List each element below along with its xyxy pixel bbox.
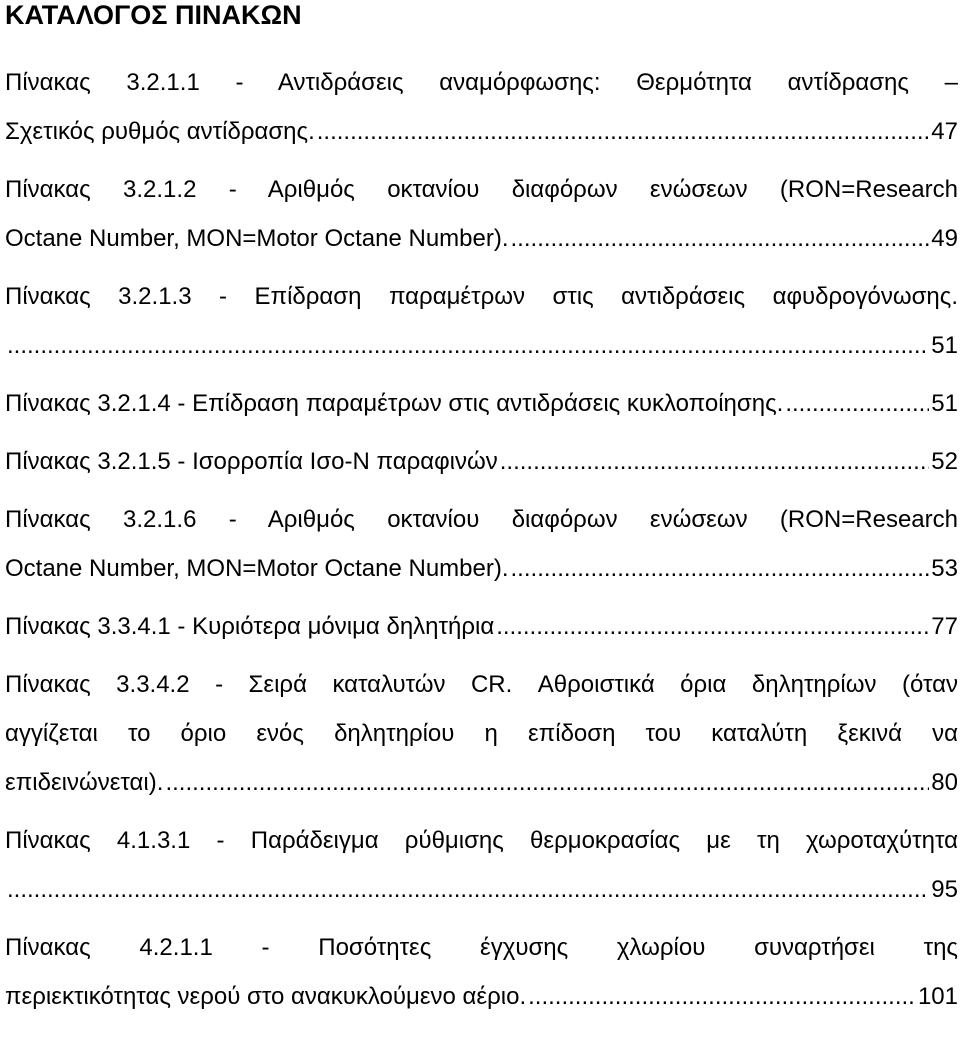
page-number: 51 bbox=[931, 390, 958, 417]
entry-last-line bbox=[5, 544, 958, 593]
entry-title-end: Octane Number, MON=Motor Octane Number). bbox=[5, 225, 509, 252]
page-number: 77 bbox=[931, 613, 958, 640]
page-number: 52 bbox=[931, 448, 958, 475]
dot-leader bbox=[785, 379, 929, 428]
entry-last-line bbox=[5, 107, 958, 156]
list-item[interactable] bbox=[5, 379, 958, 428]
dot-leader bbox=[7, 865, 929, 914]
dot-leader bbox=[511, 214, 930, 263]
dot-leader bbox=[496, 602, 929, 651]
entry-last-line bbox=[5, 972, 958, 1021]
entry-last-line bbox=[5, 321, 958, 370]
entry-title-line: Πίνακας 3.2.1.1 - Αντιδράσεις αναμόρφωσης: Θερμότητα αντίδρασης – bbox=[5, 69, 958, 96]
entry-title-line: Πίνακας 3.2.1.6 - Αριθμός οκτανίου διαφόρων ενώσεων (RON=Research bbox=[5, 506, 958, 533]
table-list bbox=[5, 58, 958, 1030]
entry-title-end: επιδεινώνεται). bbox=[5, 769, 164, 796]
entry-title-line: αγγίζεται το όριο ενός δηλητηρίου η επίδοση του καταλύτη ξεκινά να bbox=[5, 720, 958, 747]
list-item[interactable] bbox=[5, 437, 958, 486]
list-item[interactable] bbox=[5, 923, 958, 1021]
entry-title-end: Σχετικός ρυθμός αντίδρασης. bbox=[5, 118, 315, 145]
entry-last-line bbox=[5, 379, 958, 428]
entry-last-line bbox=[5, 437, 958, 486]
page-number: 101 bbox=[917, 983, 958, 1010]
page-number: 49 bbox=[931, 225, 958, 252]
dot-leader bbox=[317, 107, 930, 156]
entry-title: Πίνακας 3.3.4.1 - Κυριότερα μόνιμα δηλητήρια bbox=[5, 613, 495, 640]
list-item[interactable] bbox=[5, 58, 958, 156]
page-number: 53 bbox=[931, 555, 958, 582]
list-item[interactable] bbox=[5, 816, 958, 914]
entry-last-line bbox=[5, 865, 958, 914]
dot-leader bbox=[500, 437, 930, 486]
list-item[interactable] bbox=[5, 495, 958, 593]
entry-last-line bbox=[5, 758, 958, 807]
dot-leader bbox=[528, 972, 916, 1021]
entry-title: Πίνακας 3.2.1.4 - Επίδραση παραμέτρων στις αντιδράσεις κυκλοποίησης. bbox=[5, 390, 784, 417]
entry-title-line: Πίνακας 3.2.1.2 - Αριθμός οκτανίου διαφόρων ενώσεων (RON=Research bbox=[5, 176, 958, 203]
entry-title-end: περιεκτικότητας νερού στο ανακυκλούμενο αέριο. bbox=[5, 983, 527, 1010]
list-item[interactable] bbox=[5, 272, 958, 370]
dot-leader bbox=[165, 758, 929, 807]
list-item[interactable] bbox=[5, 165, 958, 263]
list-item[interactable] bbox=[5, 602, 958, 651]
entry-title-line: Πίνακας 4.2.1.1 - Ποσότητες έγχυσης χλωρίου συναρτήσει της bbox=[5, 934, 958, 961]
entry-last-line bbox=[5, 214, 958, 263]
entry-title-line: Πίνακας 3.2.1.3 - Επίδραση παραμέτρων στις αντιδράσεις αφυδρογόνωσης. bbox=[5, 283, 958, 310]
entry-title-line: Πίνακας 4.1.3.1 - Παράδειγμα ρύθμισης θερμοκρασίας με τη χωροταχύτητα bbox=[5, 827, 958, 854]
dot-leader bbox=[511, 544, 930, 593]
page-number: 51 bbox=[931, 332, 958, 359]
entry-last-line bbox=[5, 602, 958, 651]
list-item[interactable] bbox=[5, 660, 958, 807]
entry-title-end: Octane Number, MON=Motor Octane Number). bbox=[5, 555, 509, 582]
page-number: 47 bbox=[931, 118, 958, 145]
page-title: ΚΑΤΑΛΟΓΟΣ ΠΙΝΑΚΩΝ bbox=[5, 0, 302, 30]
entry-title-line: Πίνακας 3.3.4.2 - Σειρά καταλυτών CR. Αθροιστικά όρια δηλητηρίων (όταν bbox=[5, 671, 958, 698]
page-number: 95 bbox=[931, 876, 958, 903]
entry-title: Πίνακας 3.2.1.5 - Ισορροπία Ισο-Ν παραφινών bbox=[5, 448, 498, 475]
page-number: 80 bbox=[931, 769, 958, 796]
dot-leader bbox=[7, 321, 929, 370]
